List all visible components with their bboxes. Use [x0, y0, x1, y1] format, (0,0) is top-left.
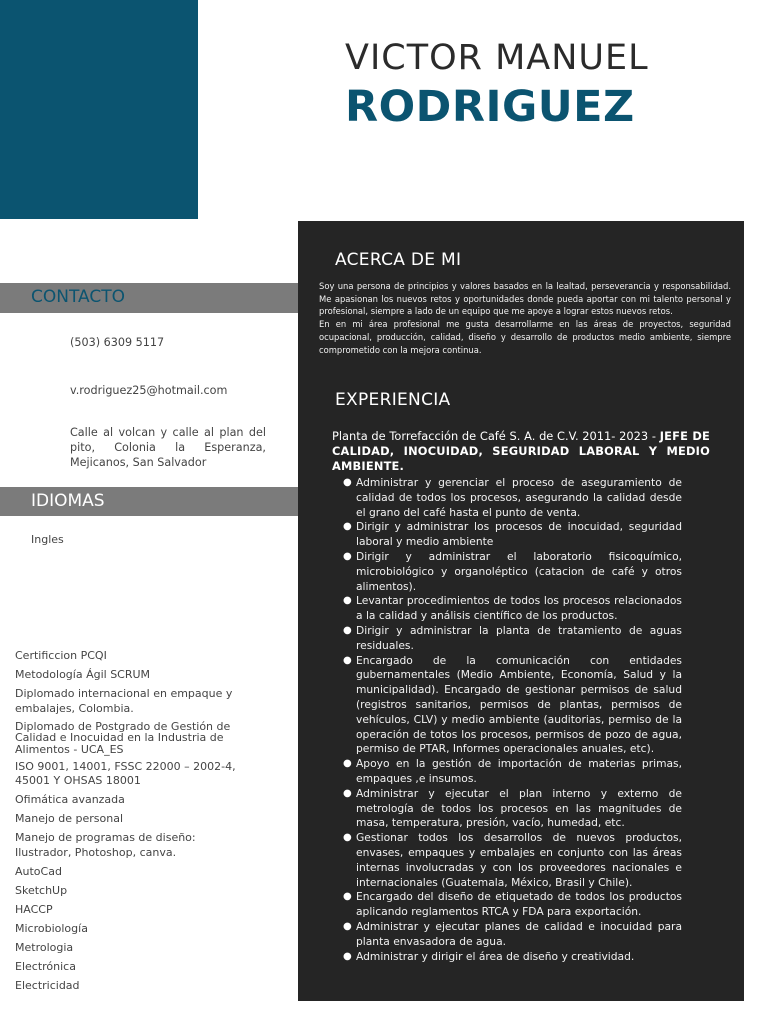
- bullet-icon: ●: [343, 521, 352, 533]
- skill-item: ISO 9001, 14001, FSSC 22000 – 2002-4, 45001 Y OHSAS 18001: [15, 759, 236, 787]
- bullet-icon: ●: [343, 758, 352, 770]
- about-paragraph-2: En en mi área profesional me gusta desarrollarme en las áreas de proyectos, seguridad ocupacional, producción, calidad, diseño y desarrollo de productos medio ambiente, siempre comprometido con la mejora continua.: [319, 319, 731, 355]
- about-heading: ACERCA DE MI: [335, 250, 462, 270]
- bullet-icon: ●: [343, 920, 352, 932]
- contact-address: Calle al volcan y calle al plan del pito, Colonia la Esperanza, Mejicanos, San Salvador: [70, 426, 266, 469]
- job-title: [332, 429, 710, 474]
- bullet-icon: ●: [343, 595, 352, 607]
- skill-item: Diplomado de Postgrado de Gestión de Calidad e Inocuidad en la Industria de Alimentos - UCA_ES: [15, 719, 231, 756]
- name-last: RODRIGUEZ: [345, 82, 635, 132]
- header-accent-block: [0, 0, 198, 219]
- languages-heading: IDIOMAS: [31, 491, 105, 511]
- bullet-icon: ●: [343, 624, 352, 636]
- contact-section-bar: [0, 283, 298, 313]
- duty-item: ● Dirigir y administrar el laboratorio fisicoquímico, microbiológico y organoléptico (catacion de café y otros alimentos).: [343, 549, 682, 593]
- duty-item: ● Dirigir y administrar los procesos de inocuidad, seguridad laboral y medio ambiente: [343, 520, 682, 549]
- skill-item: Metodología Ágil SCRUM: [15, 668, 151, 681]
- skill-item: Manejo de programas de diseño: Ilustrador, Photoshop, canva.: [15, 831, 196, 859]
- bullet-icon: ●: [343, 477, 352, 488]
- language-item: Ingles: [31, 533, 64, 546]
- duty-item: ● Administrar y ejecutar planes de calidad e inocuidad para planta envasadora de agua.: [343, 919, 682, 948]
- skill-item: Electricidad: [15, 978, 80, 992]
- bullet-icon: ●: [343, 654, 352, 666]
- skill-item: SketchUp: [15, 883, 68, 897]
- skill-item: Diplomado internacional en empaque y embalajes, Colombia.: [15, 687, 233, 715]
- about-paragraph-1: Soy una persona de principios y valores basados en la lealtad, perseverancia y responsabilidad. Me apasionan los nuevos retos y oportunidades donde pueda aportar con mi talento personal y profesional, siempre a lado de un equipo que me apoye a lograr estos nuevos retos.: [319, 281, 731, 317]
- name-first: VICTOR MANUEL: [345, 38, 649, 78]
- duty-item: ● Gestionar todos los desarrollos de nuevos productos, envases, empaques y embalajes en conjunto con las áreas internas involucradas y con los proveedores nacionales e internacionales (Guatemala, México, Brasil y Chile).: [343, 831, 682, 889]
- skill-item: Metrologia: [15, 940, 74, 954]
- bullet-icon: ●: [343, 550, 352, 562]
- contact-email: v.rodriguez25@hotmail.com: [70, 384, 228, 397]
- bullet-icon: ●: [343, 950, 352, 962]
- skill-item: HACCP: [15, 902, 53, 916]
- contact-phone: (503) 6309 5117: [70, 336, 165, 349]
- about-text: [319, 280, 731, 356]
- contact-heading: CONTACTO: [31, 287, 125, 307]
- duty-item: ● Apoyo en la gestión de importación de materias primas, empaques ,e insumos.: [343, 757, 682, 785]
- duty-item: ● Administrar y ejecutar el plan interno y externo de metrología de todos los procesos en las magnitudes de masa, temperatura, presión, vacío, humedad, etc.: [343, 786, 682, 830]
- duty-item: ● Levantar procedimientos de todos los procesos relacionados a la calidad y análisis científico de los productos.: [343, 594, 682, 623]
- job-company-period: Planta de Torrefacción de Café S. A. de C.V. 2011- 2023 -: [332, 429, 660, 443]
- skills-list: [15, 649, 245, 998]
- duty-item: ● Encargado de la comunicación con entidades gubernamentales (Medio Ambiente, Economía, Salud y la municipalidad). Encargado de gestionar permisos de salud (registros sanitarios, permisos de plantas, permisos de vehículos, CLV) y medio ambiente (auditorias, permiso de la operación de totos los procesos, permisos de pozo de agua, permiso de PTAR, Informes operacionales anuales, etc).: [343, 653, 682, 756]
- skill-item: Ofimática avanzada: [15, 793, 125, 806]
- languages-section-bar: [0, 487, 298, 516]
- duty-item: ● Administrar y gerenciar el proceso de aseguramiento de calidad de todos los procesos, asegurando la calidad desde el grano del café hasta el punto de venta.: [343, 476, 682, 519]
- bullet-icon: ●: [343, 787, 352, 799]
- bullet-icon: ●: [343, 832, 352, 844]
- duty-item: ● Administrar y dirigir el área de diseño y creatividad.: [343, 949, 635, 963]
- duties-list: [342, 476, 682, 964]
- duty-item: ● Encargado del diseño de etiquetado de todos los productos aplicando reglamentos RTCA y FDA para exportación.: [343, 890, 682, 919]
- skill-item: Certificcion PCQI: [15, 649, 107, 662]
- skill-item: AutoCad: [15, 864, 62, 878]
- skill-item: Microbiología: [15, 921, 88, 935]
- job-position: JEFE DE CALIDAD, INOCUIDAD, SEGURIDAD LABORAL Y MEDIO AMBIENTE.: [332, 429, 710, 473]
- bullet-icon: ●: [343, 891, 352, 903]
- skill-item: Manejo de personal: [15, 812, 124, 825]
- duty-item: ● Dirigir y administrar la planta de tratamiento de aguas residuales.: [343, 623, 682, 652]
- skill-item: Electrónica: [15, 959, 76, 973]
- experience-heading: EXPERIENCIA: [335, 390, 451, 410]
